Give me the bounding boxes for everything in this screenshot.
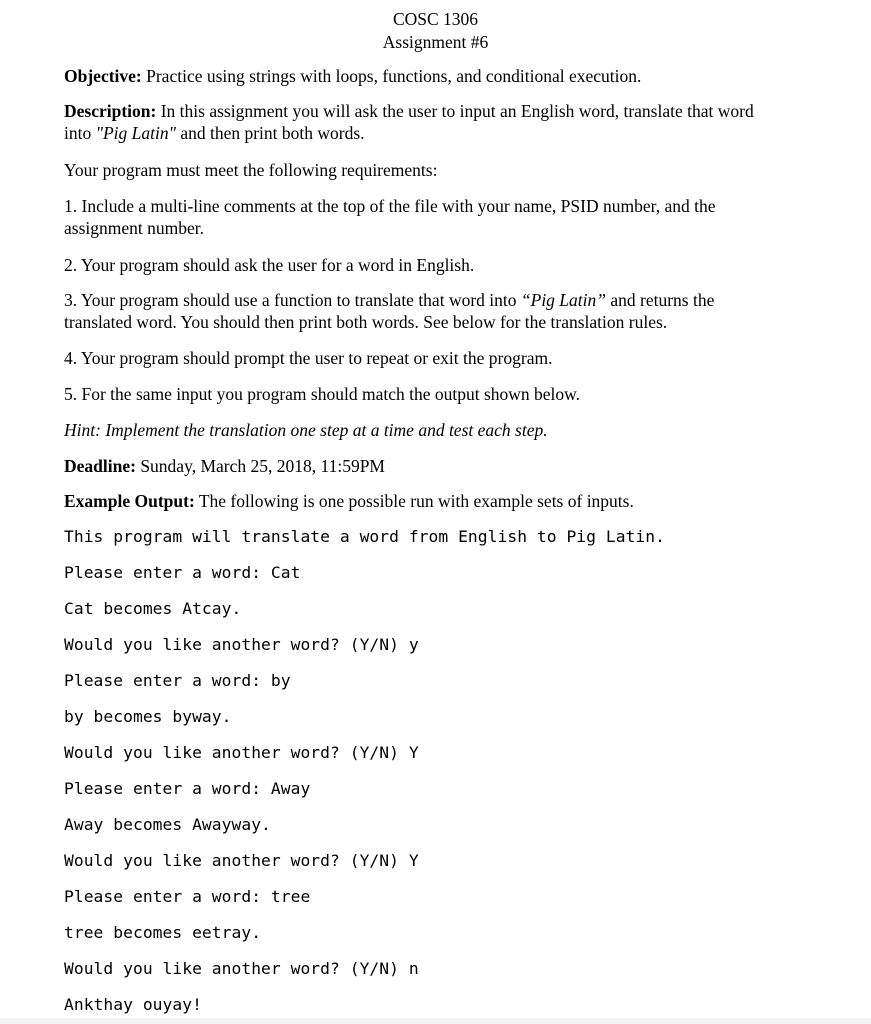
objective-paragraph: [64, 65, 784, 87]
deadline-text: Sunday, March 25, 2018, 11:59PM: [135, 456, 385, 476]
description-label: Description:: [64, 101, 157, 121]
requirement-5: 5. For the same input you program should match the output shown below.: [64, 384, 581, 404]
output-line: Cat becomes Atcay.: [64, 599, 242, 618]
requirement-3-pig-latin: “Pig Latin”: [520, 290, 606, 310]
hint-text: Hint: Implement the translation one step at a time and test each step.: [64, 420, 548, 440]
output-line: Would you like another word? (Y/N) Y: [64, 851, 419, 870]
objective-label: Objective:: [64, 66, 142, 86]
deadline-label: Deadline:: [64, 456, 136, 476]
output-line: tree becomes eetray.: [64, 923, 262, 942]
objective-text: Practice using strings with loops, functions, and conditional execution.: [141, 66, 642, 86]
description-text-end: and then print both words.: [175, 123, 365, 143]
output-line: Please enter a word: Cat: [64, 563, 301, 582]
requirement-3: [64, 289, 784, 333]
requirement-4: 4. Your program should prompt the user to repeat or exit the program.: [64, 348, 553, 368]
requirement-1: 1. Include a multi-line comments at the top of the file with your name, PSID number, and the assignment number.: [64, 196, 716, 238]
output-line: Please enter a word: Away: [64, 779, 311, 798]
output-line: Ankthay ouyay!: [64, 995, 202, 1014]
requirement-3-text: 3. Your program should use a function to translate that word into: [64, 290, 521, 310]
requirement-3-text-end: and returns the translated word. You should then print both words. See below for the translation rules.: [64, 290, 715, 332]
output-line: Would you like another word? (Y/N) y: [64, 635, 419, 654]
output-line: This program will translate a word from English to Pig Latin.: [64, 527, 665, 546]
description-text: In this assignment you will ask the user to input an English word, translate that word into: [64, 101, 754, 143]
example-text: The following is one possible run with example sets of inputs.: [194, 491, 634, 511]
requirement-2: 2. Your program should ask the user for a word in English.: [64, 255, 475, 275]
example-label: Example Output:: [64, 491, 195, 511]
example-paragraph: [64, 490, 784, 512]
assignment-title: Assignment #6: [382, 32, 489, 52]
requirements-intro: Your program must meet the following requirements:: [64, 160, 438, 180]
output-line: Would you like another word? (Y/N) n: [64, 959, 419, 978]
page-bottom-edge: [0, 1018, 871, 1024]
description-pig-latin: "Pig Latin": [95, 123, 176, 143]
output-line: Please enter a word: by: [64, 671, 291, 690]
deadline-paragraph: [64, 455, 784, 477]
output-line: Away becomes Awayway.: [64, 815, 271, 834]
course-title: COSC 1306: [392, 9, 479, 29]
output-line: Please enter a word: tree: [64, 887, 311, 906]
output-line: Would you like another word? (Y/N) Y: [64, 743, 419, 762]
output-line: by becomes byway.: [64, 707, 232, 726]
description-paragraph: [64, 100, 784, 144]
